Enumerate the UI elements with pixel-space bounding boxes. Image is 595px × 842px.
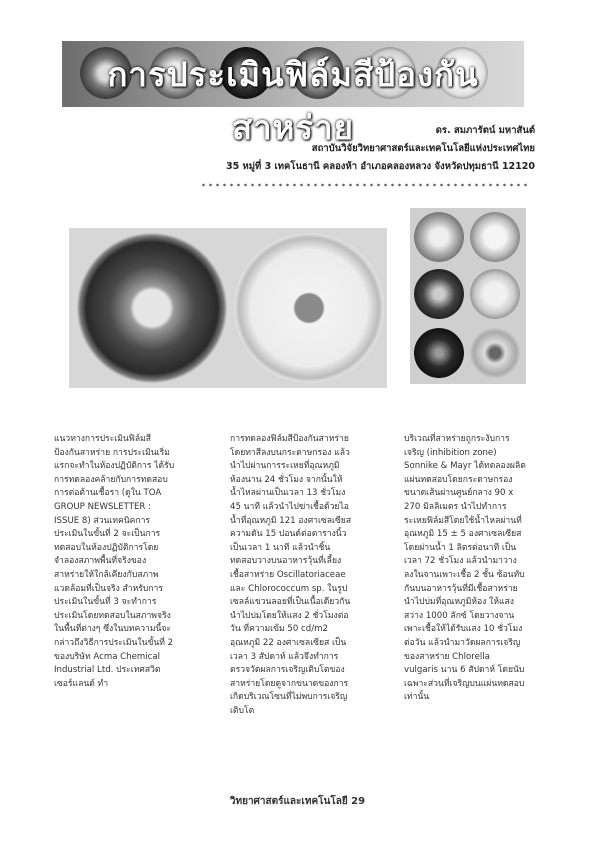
grid-dish [470,269,520,319]
page-title: การประเมินฟิล์มสีป้องกันสาหร่าย [107,55,479,147]
paragraph: การทดลองฟิล์มสีป้องกันสาหร่าย โดยทาสีลงบนกระดาษกรอง แล้วนำไปผ่านการระเหยที่อุณหภูมิห้องนาน 24 ชั่วโมง จากนั้นให้น้ำไหลผ่านเป็นเวลา 13 ชั่วโมง 45 นาที แล้วนำไปฆ่าเชื้อด้วยไอน้ำที่อุณหภูมิ 121 องศาเซลเซียส ความดัน 15 ปอนด์ต่อตารางนิ้ว เป็นเวลา 1 นาที แล้วนำชิ้นทดสอบวางบนอาหารวุ้นที่เลี้ยงเชื้อสาหร่าย Oscillatoriaceae และ Chlorococcum sp. ในรูปเซลล์แขวนลอยที่เป็นเนื้อเดียวกัน นำไปบ่มโดยให้แสง 2 ชั่วโมงต่อวัน ที่ความเข้ม 50 cd/m2 อุณหภูมิ 22 องศาเซลเซียส เป็นเวลา 3 สัปดาห์ แล้วจึงทำการตรวจวัดผลการเจริญเติบโตของสาหร่ายโดยดูจากขนาดของการเกิดบริเวณโซนที่ไม่พบการเจริญเติบโต [230,434,352,716]
text-column-1 [54,433,176,691]
petri-dish-photo-grid [410,208,526,384]
dark-dish [77,233,227,383]
author-address: 35 หมู่ที่ 3 เทคโนธานี คลองห้า อำเภอคลองหลวง จังหวัดปทุมธานี 12120 [225,161,535,172]
author-institution: สถาบันวิจัยวิทยาศาสตร์และเทคโนโลยีแห่งประเทศไทย [311,143,535,154]
paragraph: บริเวณที่สาหร่ายถูกระงับการเจริญ (inhibition zone) Sonnike & Mayr ได้ทดลองผลิตแผ่นทดสอบโดยกระดาษกรองขนาดเส้นผ่านศูนย์กลาง 90 x 270 มิลลิเมตร นำไปทำการระเหยฟิล์มสีโดยใช้น้ำไหลผ่านที่อุณหภูมิ 15 ± 5 องศาเซลเซียส โดยผ่านน้ำ 1 ลิตรต่อนาที เป็นเวลา 72 ชั่วโมง แล้วนำมาวางลงในจานเพาะเชื้อ 2 ชั้น ซ้อนทับกันบนอาหารวุ้นที่มีเชื้อสาหร่าย นำไปบ่มที่อุณหภูมิห้อง ให้แสงสว่าง 1000 ลักซ์ โดยวางจานเพาะเชื้อให้ได้รับแสง 10 ชั่วโมงต่อวัน แล้วนำมาวัดผลการเจริญของสาหร่าย Chlorella vulgaris นาน 6 สัปดาห์ โดยนับเฉพาะส่วนที่เจริญบนแผ่นทดสอบเท่านั้น [404,434,526,703]
page-footer: วิทยาศาสตร์และเทคโนโลยี 29 [229,796,366,807]
author-name: ดร. สมภารัตน์ มหาสันต์ [435,125,535,136]
dotted-divider [200,183,527,187]
grid-dish [470,328,520,378]
paragraph: แนวทางการประเมินฟิล์มสีป้องกันสาหร่าย การประเมินเริ่มแรกจะทำในห้องปฏิบัติการ ได้รับการทดลองคล้ายกับการทดสอบการต่อต้านเชื้อรา (ดูใน TOA GROUP NEWSLETTER : ISSUE 8) ส่วนเทคนิคการประเมินในขั้นที่ 2 จะเป็นการทดสอบในห้องปฏิบัติการโดยจำลองสภาพพื้นที่จริงของสาหร่ายให้ใกล้เคียงกับสภาพแวดล้อมที่เป็นจริง สำหรับการประเมินในขั้นที่ 3 จะทำการประเมินโดยทดสอบในสภาพจริงในพื้นที่ต่างๆ ซึ่งในบทความนี้จะกล่าวถึงวิธีการประเมินในขั้นที่ 2 ของบริษัท Acma Chemical Industrial Ltd. ประเทศสวิตเซอร์แลนด์ ทำ [54,434,175,689]
grid-dish [414,328,464,378]
grid-dish [470,212,520,262]
light-dish [234,233,384,383]
grid-dish [414,269,464,319]
grid-dish [414,212,464,262]
petri-dish-photo-large [69,228,387,388]
text-column-3 [404,433,526,705]
text-column-2 [230,433,352,718]
